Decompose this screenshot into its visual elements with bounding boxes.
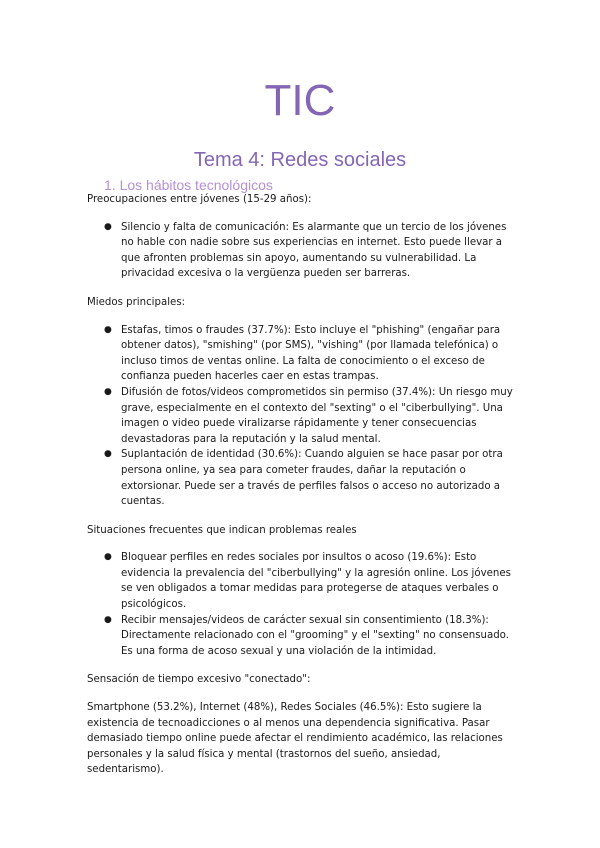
document-body [87,192,517,778]
bullet-list [87,323,517,510]
document-title: TIC [264,76,336,125]
bullet-text: Bloquear perfiles en redes sociales por insultos o acoso (19.6%): Esto evidencia la prevalencia del "ciberbullying" y la agresión online. Los jóvenes se ven obligados a tomar medidas para protegerse de ataques verbales o psicológicos. [121,552,511,611]
bullet-item [87,447,517,509]
bullet-item [87,220,517,282]
bullet-list [87,220,517,282]
bullet-text: Suplantación de identidad (30.6%): Cuando alguien se hace pasar por otra persona online, ya sea para cometer fraudes, dañar la reputación o extorsionar. Puede ser a través de perfiles falsos o acceso no autorizado a cuentas. [121,449,503,508]
bullet-text: Estafas, timos o fraudes (37.7%): Esto incluye el "phishing" (engañar para obtener datos), "smishing" (por SMS), "vishing" (por llamada telefónica) o incluso timos de ventas online. La falta de conocimiento o el exceso de confianza pueden hacerles caer en estas trampas. [121,324,501,383]
bullet-text: Silencio y falta de comunicación: Es alarmante que un tercio de los jóvenes no hable con nadie sobre sus experiencias en internet. Esto puede llevar a que afronten problemas sin apoyo, aumentando su vulnerabilidad. La privacidad excesiva o la vergüenza pueden ser barreras. [121,221,507,280]
paragraph-heading: Sensación de tiempo excesivo "conectado": [87,674,311,686]
document-subtitle: Tema 4: Redes sociales [193,149,407,171]
bullet-icon: ● [104,552,112,563]
bullet-icon: ● [104,386,112,397]
bullet-item [87,323,517,385]
bullet-text: Difusión de fotos/videos comprometidos sin permiso (37.4%): Un riesgo muy grave, especialmente en el contexto del "sexting" o el "ciberbullying". Una imagen o video puede viralizarse rápidamente y tener consecuencias devastadoras para la reputación y la salud mental. [121,386,513,445]
bullet-icon: ● [104,614,112,625]
bullet-item [87,385,517,447]
paragraph-heading: Preocupaciones entre jóvenes (15-29 años): [87,194,312,205]
bullet-list [87,550,517,659]
bullet-item [87,613,517,660]
bullet-icon: ● [104,449,112,460]
bullet-item [87,550,517,612]
body-paragraph: Smartphone (53.2%), Internet (48%), Redes Sociales (46.5%): Esto sugiere la existencia de tecnoadicciones o al menos una dependencia significativa. Pasar demasiado tiempo online puede afectar el rendimiento académico, las relaciones personales y la salud física y mental (trastornos del sueño, ansiedad, sedentarismo). [87,702,503,776]
paragraph-heading: Miedos principales: [87,296,186,308]
section-heading: 1. Los hábitos tecnológicos [104,177,273,193]
paragraph-heading: Situaciones frecuentes que indican problemas reales [87,524,357,536]
bullet-text: Recibir mensajes/videos de carácter sexual sin consentimiento (18.3%): Directamente relacionado con el "grooming" y el "sexting" no consensuado. Es una forma de acoso sexual y una violación de la intimidad. [121,614,509,657]
bullet-icon: ● [104,324,112,335]
bullet-icon: ● [104,221,112,232]
